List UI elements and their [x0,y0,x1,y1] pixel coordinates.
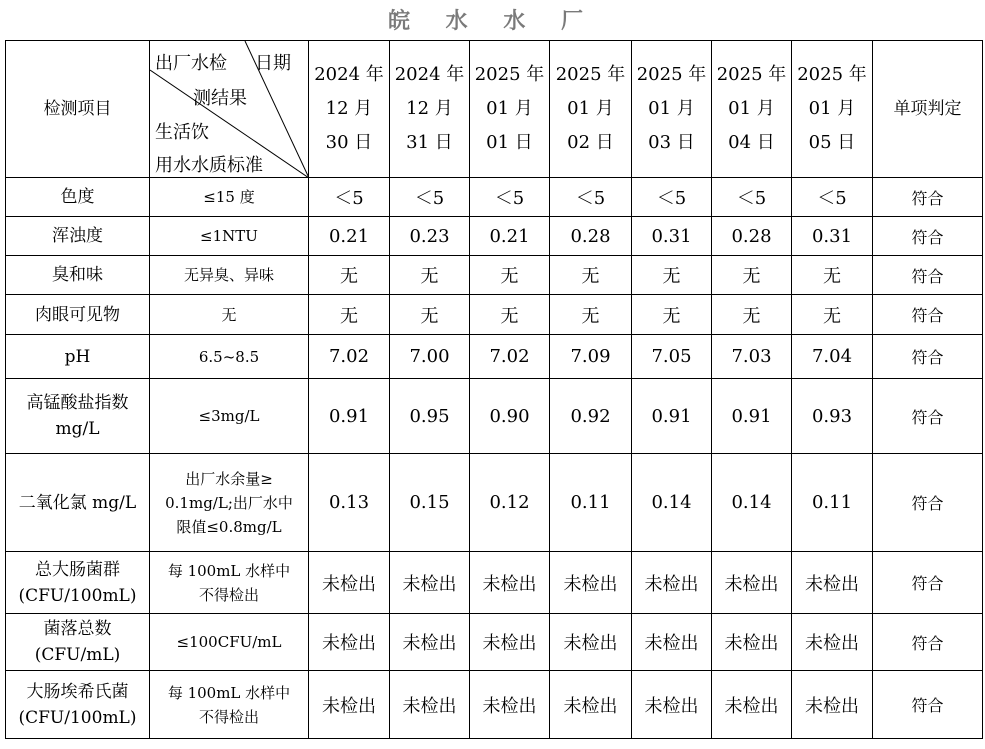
table-row [6,614,983,671]
result-cell: 0.95 [390,379,470,454]
result-cell: 0.28 [712,217,792,256]
item-name-cell [6,335,150,379]
result-cell: 0.91 [632,379,712,454]
standard-cell [150,379,309,454]
item-name-line: pH [64,346,91,367]
result-cell: 0.92 [550,379,632,454]
diag-middle-text: 测结果 [193,88,247,109]
item-name-line: 肉眼可见物 [35,304,120,325]
date-day: 02 日 [567,132,614,153]
standard-line: 无 [221,305,237,324]
standard-line: 6.5~8.5 [198,347,260,366]
result-cell: 未检出 [309,614,390,671]
result-cell: 0.23 [390,217,470,256]
data-rows [6,178,983,739]
item-name-cell [6,295,150,335]
result-cell: 0.21 [309,217,390,256]
judgement-cell: 符合 [873,614,983,671]
standard-line: 每 100mL 水样中 [167,683,291,702]
result-cell: 无 [470,295,550,335]
header-judge-label: 单项判定 [873,41,983,178]
item-name-cell [6,379,150,454]
table-row [6,454,983,552]
result-cell: 无 [712,295,792,335]
result-cell: 未检出 [712,552,792,614]
result-cell: 无 [632,256,712,295]
header-date [632,41,712,178]
standard-cell [150,671,309,739]
item-name-line: 菌落总数 [43,619,112,639]
result-cell: 无 [309,295,390,335]
result-cell: 无 [550,295,632,335]
result-cell: 7.02 [309,335,390,379]
result-cell: ＜5 [470,178,550,217]
result-cell: 0.31 [632,217,712,256]
result-cell: 未检出 [550,552,632,614]
date-day: 05 日 [808,132,856,153]
date-year: 2025 年 [555,64,626,85]
header-date [309,41,390,178]
result-cell: 0.14 [632,454,712,552]
table-row [6,217,983,256]
standard-line: 不得检出 [198,585,259,604]
result-cell: 0.13 [309,454,390,552]
date-month: 12 月 [325,98,373,119]
result-cell: 未检出 [632,614,712,671]
item-name-cell [6,614,150,671]
item-name-cell [6,256,150,295]
result-cell: 未检出 [792,552,873,614]
result-cell: 未检出 [309,671,390,739]
item-name-cell [6,552,150,614]
date-day: 03 日 [648,132,695,153]
standard-cell [150,217,309,256]
item-name-line: 二氧化氯 mg/L [18,492,137,513]
result-cell: 0.15 [390,454,470,552]
result-cell: 无 [309,256,390,295]
date-month: 01 月 [648,98,695,119]
result-cell: 0.11 [792,454,873,552]
date-day: 31 日 [406,132,453,153]
standard-line: 出厂水余量≥ [185,469,273,488]
result-cell: 未检出 [550,671,632,739]
judgement-cell: 符合 [873,454,983,552]
item-name-line: 高锰酸盐指数 [26,393,129,413]
result-cell: 无 [390,256,470,295]
result-cell: 未检出 [632,671,712,739]
date-month: 01 月 [808,98,856,119]
result-cell: 无 [792,295,873,335]
standard-line: 不得检出 [198,707,259,726]
result-cell: 未检出 [390,671,470,739]
item-name-cell [6,178,150,217]
item-name-line: (CFU/100mL) [18,707,137,728]
judgement-cell: 符合 [873,256,983,295]
judgement-cell: 符合 [873,671,983,739]
date-year: 2025 年 [716,64,787,85]
item-name-cell [6,671,150,739]
result-cell: 0.21 [470,217,550,256]
result-cell: 0.14 [712,454,792,552]
header-date [470,41,550,178]
result-cell: 无 [632,295,712,335]
date-day: 01 日 [486,132,533,153]
judgement-cell: 符合 [873,217,983,256]
item-name-line: 臭和味 [52,265,103,285]
standard-line: 无异臭、异味 [183,266,274,284]
table-row [6,671,983,739]
header-item-label: 检测项目 [6,41,150,178]
result-cell: ＜5 [792,178,873,217]
result-cell: ＜5 [712,178,792,217]
result-cell: 0.11 [550,454,632,552]
result-cell: 未检出 [470,671,550,739]
result-cell: 7.02 [470,335,550,379]
item-name-line: 总大肠菌群 [35,559,120,580]
result-cell: ＜5 [390,178,470,217]
result-cell: 0.31 [792,217,873,256]
result-cell: 未检出 [792,671,873,739]
date-day: 04 日 [728,132,775,153]
table-row [6,256,983,295]
table-row [6,379,983,454]
standard-cell [150,178,309,217]
standard-cell [150,335,309,379]
date-month: 01 月 [567,98,614,119]
standard-line: ≤1NTU [200,227,258,245]
diag-bottom-text-1: 生活饮 [155,122,209,143]
item-name-line: 大肠埃希氏菌 [26,681,129,702]
result-cell: 无 [390,295,470,335]
item-name-line: mg/L [55,419,100,439]
table-row [6,295,983,335]
standard-cell [150,256,309,295]
judgement-cell: 符合 [873,178,983,217]
standard-line: ≤15 度 [203,188,255,206]
result-cell: 未检出 [712,614,792,671]
result-cell: ＜5 [309,178,390,217]
result-cell: 无 [712,256,792,295]
date-day: 30 日 [325,132,373,153]
result-cell: 0.90 [470,379,550,454]
water-quality-table [5,40,983,739]
item-name-cell [6,454,150,552]
header-diagonal-cell [150,41,309,178]
standard-cell [150,614,309,671]
standard-line: ≤100CFU/mL [176,633,282,651]
standard-cell [150,295,309,335]
standard-line: 限值≤0.8mg/L [176,517,282,536]
item-name-line: 浑浊度 [52,226,103,246]
item-name-cell [6,217,150,256]
result-cell: 无 [470,256,550,295]
date-year: 2025 年 [797,64,867,85]
item-name-line: (CFU/100mL) [18,585,137,606]
page-title: 皖 水 水 厂 [388,9,597,34]
result-cell: 0.91 [309,379,390,454]
standard-line: ≤3mg/L [198,407,260,425]
standard-cell [150,552,309,614]
item-name-line: 色度 [60,187,95,207]
judgement-cell: 符合 [873,379,983,454]
header-row [6,41,983,178]
judgement-cell: 符合 [873,552,983,614]
table-row [6,552,983,614]
result-cell: 0.91 [712,379,792,454]
result-cell: 7.03 [712,335,792,379]
standard-line: 0.1mg/L;出厂水中 [165,493,293,512]
header-date [550,41,632,178]
header-date [390,41,470,178]
result-cell: 7.00 [390,335,470,379]
judgement-cell: 符合 [873,295,983,335]
diag-top-right-text: 日期 [255,53,291,74]
result-cell: 未检出 [550,614,632,671]
result-cell: ＜5 [550,178,632,217]
result-cell: 未检出 [792,614,873,671]
date-year: 2025 年 [636,64,707,85]
result-cell: 未检出 [470,614,550,671]
result-cell: 未检出 [309,552,390,614]
result-cell: 7.09 [550,335,632,379]
result-cell: 7.04 [792,335,873,379]
date-year: 2024 年 [394,64,465,85]
result-cell: 0.12 [470,454,550,552]
standard-line: 每 100mL 水样中 [167,561,291,580]
date-year: 2025 年 [474,64,545,85]
result-cell: 0.93 [792,379,873,454]
date-year: 2024 年 [314,64,384,85]
header-date [792,41,873,178]
result-cell: 7.05 [632,335,712,379]
table-row [6,335,983,379]
result-cell: 未检出 [712,671,792,739]
table-row [6,178,983,217]
judgement-cell: 符合 [873,335,983,379]
result-cell: 未检出 [390,614,470,671]
header-date [712,41,792,178]
diag-bottom-text-2: 用水水质标准 [155,155,263,176]
date-month: 01 月 [486,98,533,119]
result-cell: ＜5 [632,178,712,217]
result-cell: 未检出 [470,552,550,614]
date-month: 01 月 [728,98,775,119]
item-name-line: (CFU/mL) [34,645,121,665]
result-cell: 未检出 [390,552,470,614]
result-cell: 0.28 [550,217,632,256]
standard-cell [150,454,309,552]
date-month: 12 月 [406,98,453,119]
result-cell: 无 [792,256,873,295]
diag-top-left-text: 出厂水检 [155,53,227,74]
result-cell: 无 [550,256,632,295]
result-cell: 未检出 [632,552,712,614]
